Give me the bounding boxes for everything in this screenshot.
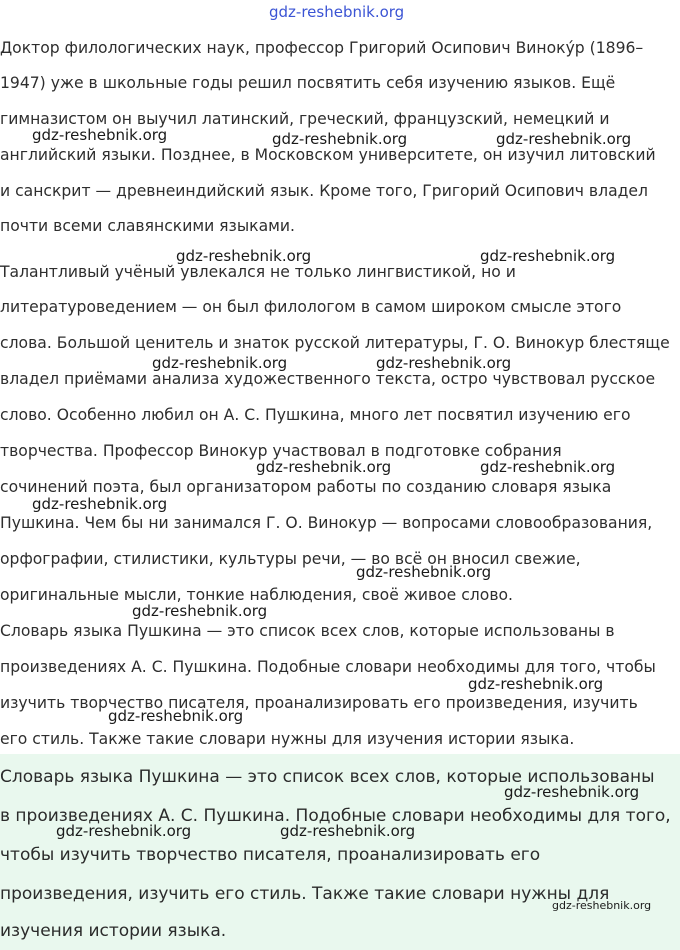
watermark: gdz-reshebnik.org (272, 130, 408, 148)
text-line: литературоведением — он был филологом в самом широком смысле этого (0, 298, 622, 316)
text-line: произведениях А. С. Пушкина. Подобные словари необходимы для того, чтобы (0, 658, 656, 676)
text-line: творчества. Профессор Винокур участвовал в подготовке собрания (0, 442, 562, 460)
text-line: Пушкина. Чем бы ни занимался Г. О. Винокур — вопросами словообразования, (0, 514, 653, 532)
text-line: сочинений поэта, был организатором работы по созданию словаря языка (0, 478, 612, 496)
watermark: gdz-reshebnik.org (132, 602, 268, 620)
watermark: gdz-reshebnik.org (468, 675, 604, 693)
text-line: Доктор филологических наук, профессор Григорий Осипович Винокýр (1896– (0, 39, 644, 57)
watermark: gdz-reshebnik.org (108, 707, 244, 725)
watermark: gdz-reshebnik.org (504, 783, 640, 801)
watermark-small: gdz-reshebnik.org (552, 899, 652, 912)
answer-line: в произведениях А. С. Пушкина. Подобные словари необходимы для того, (0, 806, 671, 826)
answer-line: произведения, изучить его стиль. Также такие словари нужны для (0, 884, 610, 904)
text-line: слова. Большой ценитель и знаток русской литературы, Г. О. Винокур блестяще (0, 334, 670, 352)
answer-line: Словарь языка Пушкина — это список всех слов, которые использованы (0, 767, 655, 787)
text-line: владел приёмами анализа художественного текста, остро чувствовал русское (0, 370, 656, 388)
watermark: gdz-reshebnik.org (32, 126, 168, 144)
text-line: 1947) уже в школьные годы решил посвятить себя изучению языков. Ещё (0, 74, 616, 92)
watermark: gdz-reshebnik.org (496, 130, 632, 148)
text-line: и санскрит — древнеиндийский язык. Кроме того, Григорий Осипович владел (0, 182, 648, 200)
watermark: gdz-reshebnik.org (176, 247, 312, 265)
text-line: изучить творчество писателя, проанализировать его произведения, изучить (0, 694, 638, 712)
watermark: gdz-reshebnik.org (356, 563, 492, 581)
text-line: орфографии, стилистики, культуры речи, — во всё он вносил свежие, (0, 550, 581, 568)
text-line: английский языки. Позднее, в Московском университете, он изучил литовский (0, 146, 656, 164)
watermark: gdz-reshebnik.org (32, 495, 168, 513)
text-line: почти всеми славянскими языками. (0, 217, 295, 235)
answer-line: изучения истории языка. (0, 921, 227, 941)
watermark: gdz-reshebnik.org (280, 822, 416, 840)
watermark: gdz-reshebnik.org (56, 822, 192, 840)
watermark: gdz-reshebnik.org (480, 458, 616, 476)
watermark: gdz-reshebnik.org (480, 247, 616, 265)
text-line: слово. Особенно любил он А. С. Пушкина, много лет посвятил изучению его (0, 406, 631, 424)
text-line: Талантливый учёный увлекался не только лингвистикой, но и (0, 263, 516, 281)
answer-line: чтобы изучить творчество писателя, проанализировать его (0, 845, 541, 865)
watermark-top: gdz-reshebnik.org (269, 3, 405, 21)
watermark: gdz-reshebnik.org (376, 354, 512, 372)
watermark: gdz-reshebnik.org (256, 458, 392, 476)
watermark: gdz-reshebnik.org (152, 354, 288, 372)
text-line: Словарь языка Пушкина — это список всех слов, которые использованы в (0, 622, 615, 640)
text-line: его стиль. Также такие словари нужны для изучения истории языка. (0, 730, 575, 748)
text-line: оригинальные мысли, тонкие наблюдения, своё живое слово. (0, 586, 514, 604)
text-line: гимназистом он выучил латинский, греческий, французский, немецкий и (0, 110, 610, 128)
